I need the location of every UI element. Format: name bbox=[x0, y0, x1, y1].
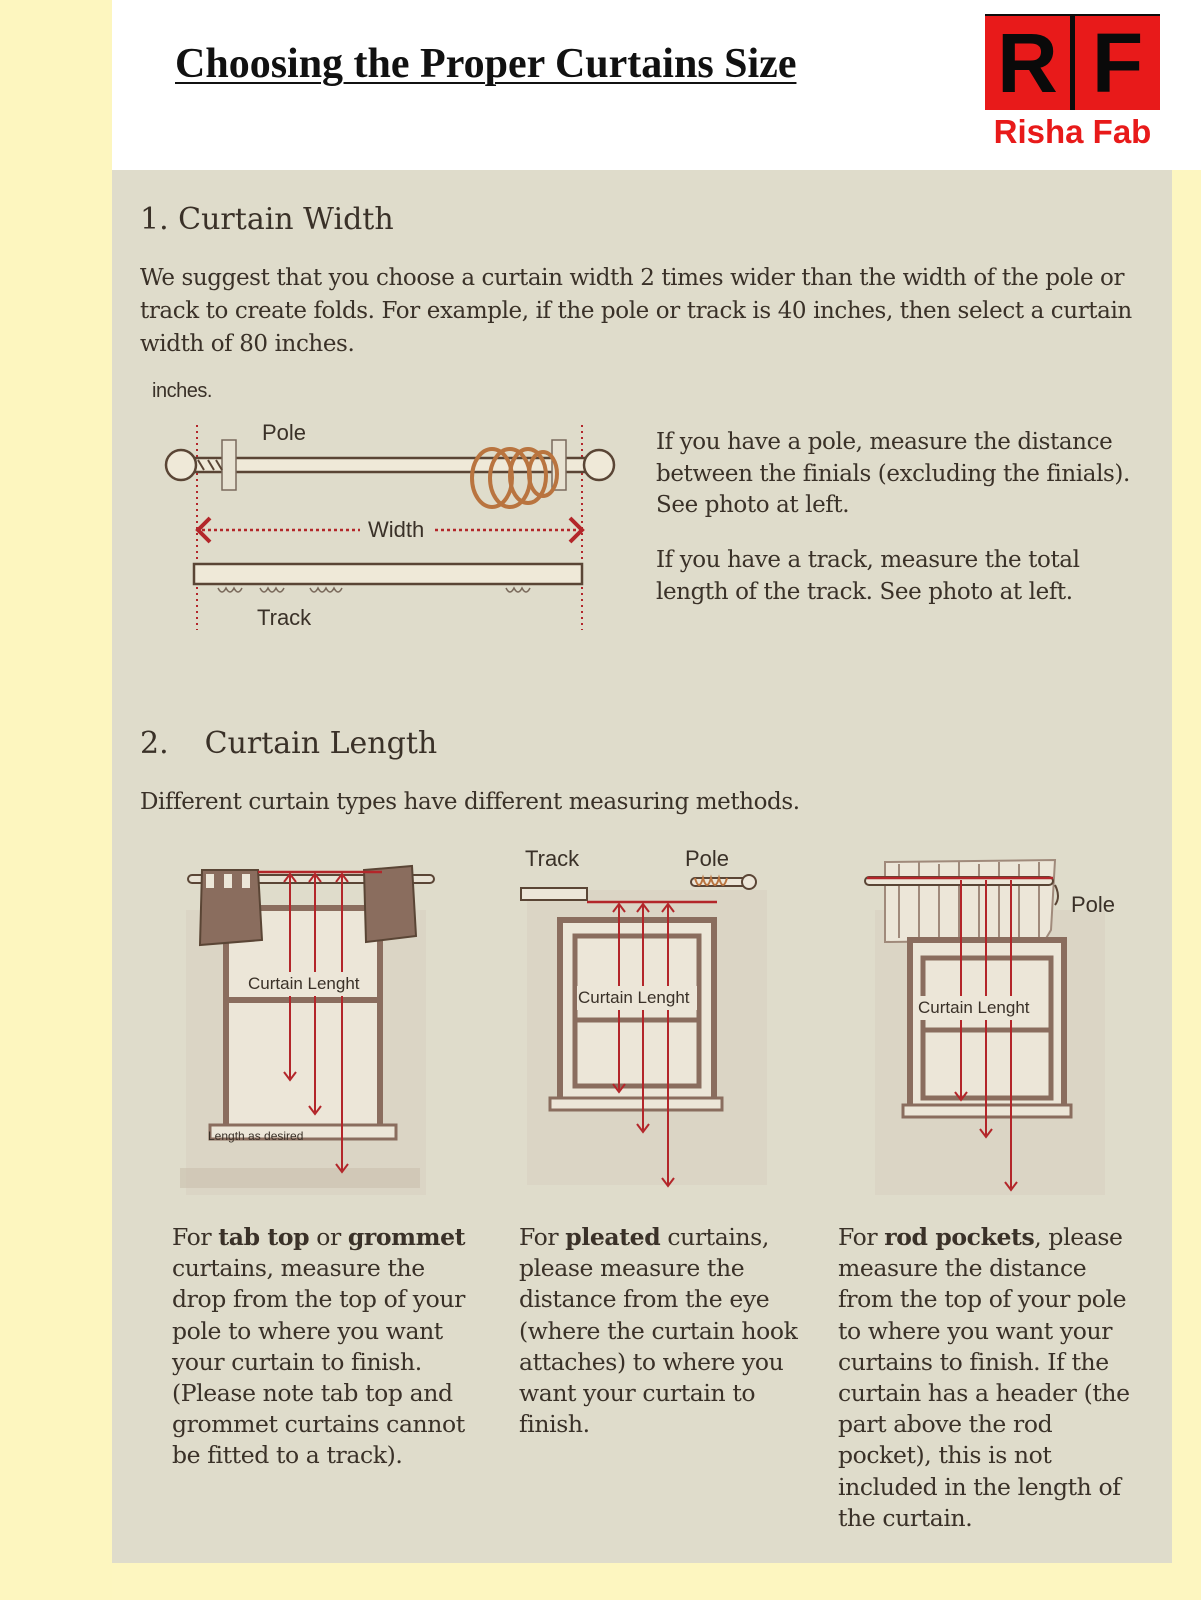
pole-drawing bbox=[166, 440, 614, 507]
grommet-length-note: Length as desired bbox=[208, 1129, 304, 1143]
pleated-caption bbox=[519, 1222, 799, 1440]
rod-pocket-caption-bold1: rod pockets bbox=[884, 1223, 1035, 1251]
pole-instructions: If you have a pole, measure the distance between the finials (excluding the finials). See photo at left. bbox=[656, 429, 1130, 518]
length-heading bbox=[140, 726, 437, 761]
grommet-diagram bbox=[170, 850, 450, 1205]
rod-pocket-diagram bbox=[855, 850, 1135, 1205]
pole-label: Pole bbox=[262, 420, 307, 445]
length-heading-number: 2. bbox=[140, 726, 169, 761]
pleated-track-label: Track bbox=[525, 846, 580, 871]
pleated-diagram bbox=[505, 840, 785, 1205]
width-paragraph: We suggest that you choose a curtain width 2 times wider than the width of the pole or track to create folds. For example, if the pole or track is 40 inches, then select a curtain width of 80 inches. bbox=[140, 265, 1132, 357]
track-instructions: If you have a track, measure the total length of the track. See photo at left. bbox=[656, 547, 1080, 605]
grommet-caption-bold1: tab top bbox=[218, 1223, 310, 1251]
width-label: Width bbox=[368, 517, 425, 542]
track-drawing bbox=[194, 564, 582, 592]
logo-brand-name: Risha Fab bbox=[993, 113, 1152, 150]
rod-pocket-caption-pre: For bbox=[838, 1223, 885, 1251]
pleated-pole-label: Pole bbox=[685, 846, 730, 871]
rod-pocket-pole-label: Pole bbox=[1071, 892, 1116, 917]
grommet-caption bbox=[172, 1222, 472, 1472]
logo-letter-r: R bbox=[985, 16, 1070, 110]
pleated-caption-pre: For bbox=[519, 1223, 566, 1251]
pleated-caption-bold1: pleated bbox=[565, 1223, 661, 1251]
grommet-caption-post: curtains, measure the drop from the top of your pole to where you want your curtain to finish. (Please note tab top and grommet curtains cannot be fitted to a track). bbox=[172, 1254, 465, 1470]
width-heading: 1. Curtain Width bbox=[140, 202, 394, 237]
grommet-caption-mid: or bbox=[309, 1223, 348, 1251]
pleated-length-label: Curtain Lenght bbox=[578, 988, 690, 1007]
page-title: Choosing the Proper Curtains Size bbox=[175, 41, 797, 87]
length-intro: Different curtain types have different measuring methods. bbox=[140, 789, 800, 815]
rod-pocket-caption bbox=[838, 1222, 1138, 1534]
grommet-caption-bold2: grommet bbox=[347, 1223, 466, 1251]
pleated-caption-post: curtains, please measure the distance from the eye (where the curtain hook attaches) to where you want your curtain to finish. bbox=[519, 1223, 798, 1439]
risha-fab-logo bbox=[985, 14, 1160, 154]
rod-pocket-length-label: Curtain Lenght bbox=[918, 998, 1030, 1017]
width-diagram bbox=[150, 410, 630, 640]
logo-letter-f: F bbox=[1075, 16, 1160, 110]
rod-pocket-caption-post: , please measure the distance from the top of your pole to where you want your curtains to finish. If the curtain has a header (the part above the rod pocket), this is not included in the length of the curtain. bbox=[838, 1223, 1130, 1532]
track-label: Track bbox=[257, 605, 312, 630]
left-margin-strip bbox=[0, 0, 112, 1600]
length-heading-text: Curtain Length bbox=[204, 726, 438, 761]
grommet-length-label: Curtain Lenght bbox=[248, 974, 360, 993]
grommet-caption-pre: For bbox=[172, 1223, 219, 1251]
width-note: inches. bbox=[152, 380, 212, 402]
